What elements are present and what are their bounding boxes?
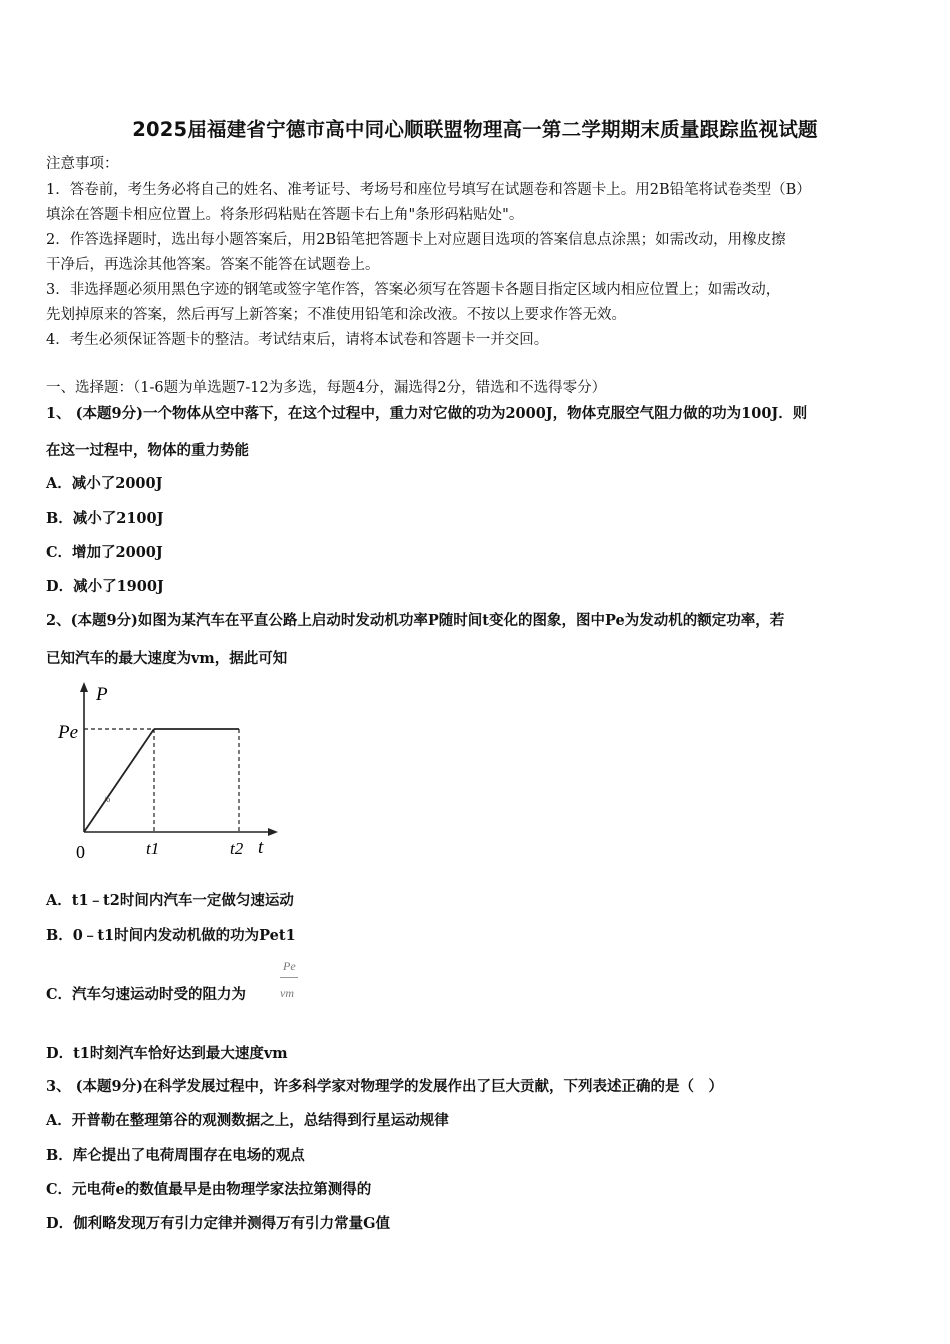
option-a: A．t1﹣t2时间内汽车一定做匀速运动 xyxy=(46,892,294,909)
fraction-bar xyxy=(280,977,298,978)
notice-line: 4．考生必须保证答题卡的整洁。考试结束后，请将本试卷和答题卡一并交回。 xyxy=(46,332,549,348)
notice-line: 2．作答选择题时，选出每小题答案后，用2B铅笔把答题卡上对应题目选项的答案信息点涂黑；如需改动，用橡皮擦 xyxy=(46,232,786,248)
notice-line: 干净后，再选涂其他答案。答案不能答在试题卷上。 xyxy=(46,257,380,273)
option-a: A．减小了2000J xyxy=(46,475,163,492)
notice-line: 先划掉原来的答案，然后再写上新答案；不准使用铅笔和涂改液。不按以上要求作答无效。 xyxy=(46,307,626,323)
question-2-text: 已知汽车的最大速度为vm，据此可知 xyxy=(46,650,288,667)
option-b: B．库仑提出了电荷周围存在电场的观点 xyxy=(46,1147,305,1164)
option-d: D．t1时刻汽车恰好达到最大速度vm xyxy=(46,1045,288,1062)
pe-label xyxy=(57,722,78,743)
fraction-numerator: Pe xyxy=(283,959,296,973)
notice-line: 1．答卷前，考生务必将自己的姓名、准考证号、考场号和座位号填写在试题卷和答题卡上。用2B铅笔将试卷类型（B） xyxy=(46,182,811,198)
power-time-graph xyxy=(52,678,287,868)
pe-label-text: Pe xyxy=(58,722,79,743)
fraction-denominator: vm xyxy=(280,986,294,1000)
x-axis-label: t xyxy=(258,837,264,858)
x-axis-arrow xyxy=(268,828,278,836)
option-b: B．0﹣t1时间内发动机做的功为Pet1 xyxy=(46,927,296,944)
option-a: A．开普勒在整理第谷的观测数据之上，总结得到行星运动规律 xyxy=(46,1112,449,1129)
notice-line: 3．非选择题必须用黑色字迹的钢笔或签字笔作答，答案必须写在答题卡各题目指定区域内相应位置上；如需改动， xyxy=(46,282,781,298)
notice-line: 填涂在答题卡相应位置上。将条形码粘贴在答题卡右上角"条形码粘贴处"。 xyxy=(46,207,524,223)
question-2-text: 2、(本题9分)如图为某汽车在平直公路上启动时发动机功率P随时间t变化的图象，图中Pe为发动机的额定功率，若 xyxy=(46,612,785,629)
option-c: C．元电荷e的数值最早是由物理学家法拉第测得的 xyxy=(46,1181,372,1198)
y-axis-label: P xyxy=(96,684,108,705)
option-d: D．减小了1900J xyxy=(46,578,164,595)
origin-label: 0 xyxy=(76,842,85,862)
rising-segment xyxy=(84,729,154,832)
notice-heading: 注意事项： xyxy=(46,156,119,172)
option-c: C．增加了2000J xyxy=(46,544,163,561)
segment-label: /o xyxy=(104,795,111,804)
question-1-text: 在这一过程中，物体的重力势能 xyxy=(46,442,249,459)
option-b: B．减小了2100J xyxy=(46,510,164,527)
section-heading: 一、选择题：（1-6题为单选题7-12为多选，每题4分，漏选得2分，错选和不选得零分） xyxy=(46,380,607,396)
y-axis-arrow xyxy=(80,682,88,692)
question-1-text: 1、 (本题9分)一个物体从空中落下，在这个过程中，重力对它做的功为2000J，物体克服空气阻力做的功为100J．则 xyxy=(46,405,808,422)
t2-label: t2 xyxy=(230,839,244,858)
option-c: C．汽车匀速运动时受的阻力为 xyxy=(46,986,247,1003)
page-title: 2025届福建省宁德市高中同心顺联盟物理高一第二学期期末质量跟踪监视试题 xyxy=(132,118,818,141)
question-3-text: 3、 (本题9分)在科学发展过程中，许多科学家对物理学的发展作出了巨大贡献，下列表述正确的是（ ） xyxy=(46,1078,723,1095)
t1-label: t1 xyxy=(146,839,160,858)
option-d: D．伽利略发现万有引力定律并测得万有引力常量G值 xyxy=(46,1215,390,1232)
